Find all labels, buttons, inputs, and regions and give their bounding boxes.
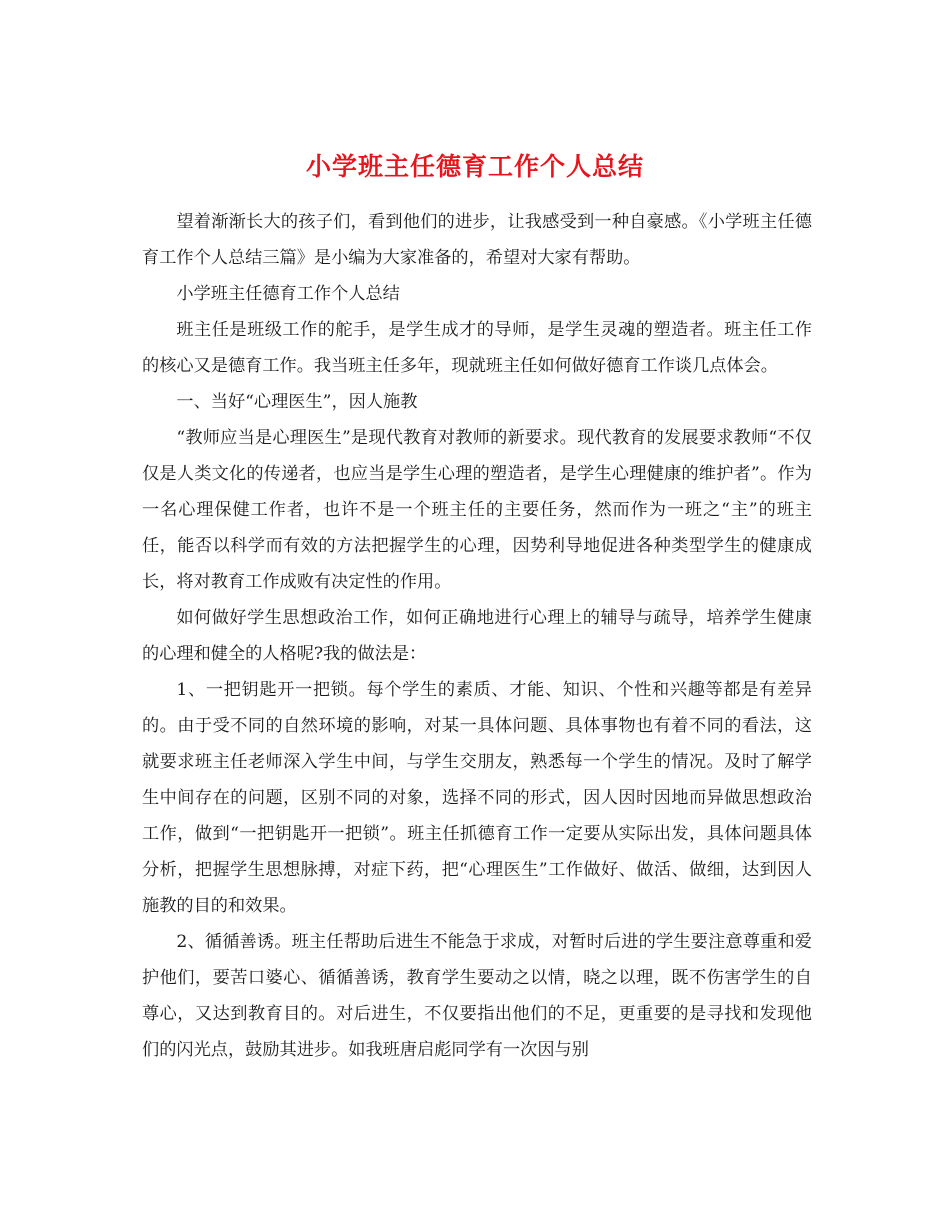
paragraph-subtitle: 小学班主任德育工作个人总结 [176,284,400,304]
paragraph-intro: 望着渐渐长大的孩子们，看到他们的进步，让我感受到一种自豪感。《小学班主任德育工作个人总结三篇》是小编为大家准备的，希望对大家有帮助。 [142,212,812,268]
document-title: 小学班主任德育工作个人总结 [305,151,644,181]
paragraph-psychology: “教师应当是心理医生”是现代教育对教师的新要求。现代教育的发展要求教师“不仅仅是人类文化的传递者，也应当是学生心理的塑造者，是学生心理健康的维护者”。作为一名心理保健工作者，也许不是一个班主任的主要任务，然而作为一班之“主”的班主任，能否以科学而有效的方法把握学生的心理，因势利导地促进各种类型学生的健康成长，将对教育工作成败有决定性的作用。 [142,428,812,592]
paragraph-point-2: 2、循循善诱。班主任帮助后进生不能急于求成，对暂时后进的学生要注意尊重和爱护他们，要苦口婆心、循循善诱，教育学生要动之以情，晓之以理，既不伤害学生的自尊心，又达到教育目的。对后进生，不仅要指出他们的不足，更重要的是寻找和发现他们的闪光点，鼓励其进步。如我班唐启彪同学有一次因与别 [142,932,812,1060]
section-heading-1: 一、当好“心理医生”，因人施教 [176,392,418,412]
paragraph-point-1: 1、一把钥匙开一把锁。每个学生的素质、才能、知识、个性和兴趣等都是有差异的。由于受不同的自然环境的影响，对某一具体问题、具体事物也有着不同的看法，这就要求班主任老师深入学生中间，与学生交朋友，熟悉每一个学生的情况。及时了解学生中间存在的问题，区别不同的对象，选择不同的形式，因人因时因地而异做思想政治工作，做到“一把钥匙开一把锁”。班主任抓德育工作一定要从实际出发，具体问题具体分析，把握学生思想脉搏，对症下药，把“心理医生”工作做好、做活、做细，达到因人施教的目的和效果。 [142,680,812,916]
document-body [142,204,812,1068]
paragraph-overview: 班主任是班级工作的舵手，是学生成才的导师，是学生灵魂的塑造者。班主任工作的核心又是德育工作。我当班主任多年，现就班主任如何做好德育工作谈几点体会。 [142,320,812,376]
paragraph-question: 如何做好学生思想政治工作，如何正确地进行心理上的辅导与疏导，培养学生健康的心理和健全的人格呢?我的做法是： [142,608,812,664]
